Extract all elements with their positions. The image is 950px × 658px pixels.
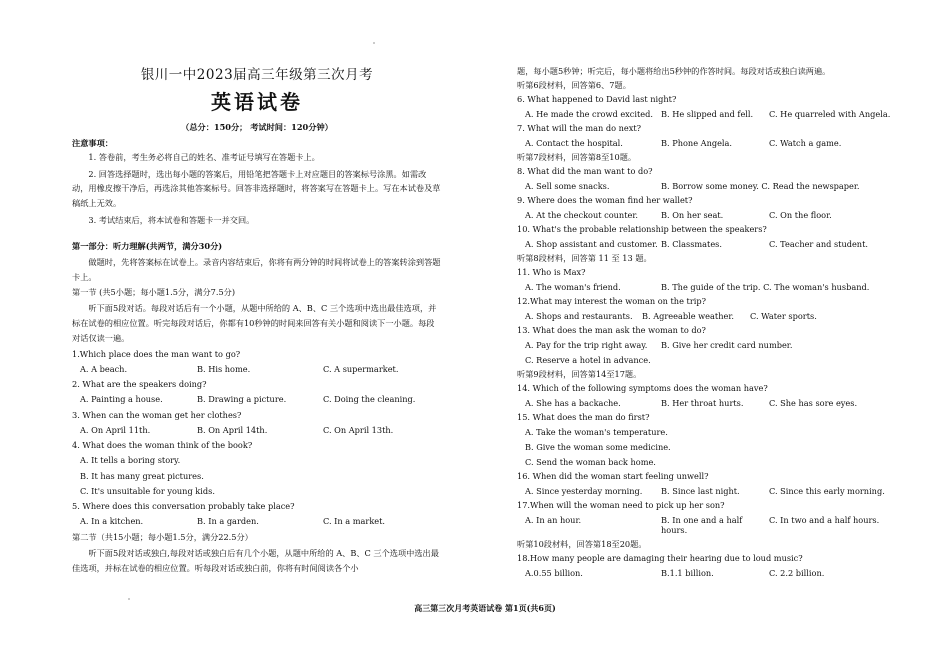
option-b: B. Since last night. bbox=[661, 486, 740, 496]
question-text: 12.What may interest the woman on the trip? bbox=[517, 296, 706, 306]
question-text: 7. What will the man do next? bbox=[517, 123, 642, 133]
option-c: C. He quarreled with Angela. bbox=[769, 109, 891, 119]
question bbox=[72, 349, 442, 375]
notice-item: 1. 答卷前，考生务必将自己的姓名、准考证号填写在答题卡上。 bbox=[88, 152, 320, 163]
question-text: 16. When did the woman start feeling unwell? bbox=[517, 471, 709, 481]
option-a: A. On April 11th. bbox=[80, 424, 151, 435]
question-text: 3. When can the woman get her clothes? bbox=[72, 409, 242, 420]
question-text: 18.How many people are damaging their hearing due to loud music? bbox=[517, 553, 803, 563]
option-a: A. Since yesterday morning. bbox=[525, 486, 643, 496]
notice-item: 3. 考试结束后，将本试卷和答题卡一并交回。 bbox=[88, 214, 255, 225]
option-b: B. Phone Angela. bbox=[661, 138, 733, 148]
section2-intro-cont: 题，每小题5秒钟；听完后，每小题将给出5秒钟的作答时间。每段对话或独白读两遍。 bbox=[517, 66, 831, 76]
question bbox=[72, 440, 442, 496]
option-c: C. In two and a half hours. bbox=[769, 515, 880, 525]
section1-intro: 听下面5段对话。每段对话后有一个小题，从题中所给的 A、B、C 三个选项中选出最佳选项，并标在试卷的相应位置。听完每段对话后，你都有10秒钟的时间来回答有关小题和阅读下一小题。每段对话仅读一遍。 bbox=[72, 303, 437, 343]
question-text: 9. Where does the woman find her wallet? bbox=[517, 195, 693, 205]
option-b: B. On her seat. bbox=[661, 210, 724, 220]
question-text: 8. What did the man want to do? bbox=[517, 166, 653, 176]
option-b: B. Agreeable weather. bbox=[642, 311, 734, 321]
part1-intro: 做题时，先将答案标在试卷上。录音内容结束后，你将有两分钟的时间将试卷上的答案转涂到答题卡上。 bbox=[72, 257, 441, 283]
option-c: C. In a market. bbox=[323, 516, 386, 527]
option-a: A. He made the crowd excited. bbox=[525, 109, 653, 119]
question-text: 2. What are the speakers doing? bbox=[72, 379, 207, 389]
notice-item: 2. 回答选择题时，选出每小题的答案后，用铅笔把答题卡上对应题目的答案标号涂黑。如需改动，用橡皮擦干净后，再选涂其他答案标号。回答非选择题时，将答案写在答题卡上。写在本试卷及草稿纸上无效。 bbox=[72, 168, 441, 209]
scan-dot bbox=[128, 598, 130, 600]
option-c: C. Since this early morning. bbox=[769, 486, 885, 496]
question-text: 10. What's the probable relationship between the speakers? bbox=[517, 224, 767, 234]
material-7: 听第7段材料，回答第8至10题。 bbox=[517, 152, 637, 162]
option-a: A. The woman's friend. bbox=[525, 282, 621, 292]
option-b: B. In a garden. bbox=[197, 516, 259, 527]
option-a: A. Shop assistant and customer. bbox=[525, 239, 658, 249]
option-c: C. Doing the cleaning. bbox=[323, 394, 416, 405]
page-footer: 高三第三次月考英语试卷 第1页(共6页) bbox=[414, 603, 556, 613]
question-text: 15. What does the man do first? bbox=[517, 412, 650, 422]
section1-heading: 第一节 (共5小题；每小题1.5分，满分7.5分) bbox=[72, 286, 236, 297]
notice-heading: 注意事项： bbox=[72, 138, 113, 149]
subject-title: 英语试卷 bbox=[211, 89, 303, 114]
option-a: A. Shops and restaurants. bbox=[525, 311, 633, 321]
option-c: C. On April 13th. bbox=[323, 424, 394, 435]
option-a: A.0.55 billion. bbox=[525, 568, 583, 578]
material-10: 听第10段材料，回答第18至20题。 bbox=[517, 539, 647, 549]
option-c: C. Watch a game. bbox=[769, 138, 842, 148]
question bbox=[72, 410, 442, 436]
option-a: A. In a kitchen. bbox=[80, 516, 144, 527]
material-8: 听第8段材料，回答第 11 至 13 题。 bbox=[517, 253, 652, 263]
question bbox=[72, 501, 442, 527]
exam-meta: （总分：150分； 考试时间：120分钟） bbox=[181, 121, 333, 132]
question-text: 11. Who is Max? bbox=[517, 267, 586, 277]
option-a: A. Contact the hospital. bbox=[525, 138, 623, 148]
option-c: C. Water sports. bbox=[750, 311, 817, 321]
option-c: C. 2.2 billion. bbox=[769, 568, 825, 578]
question-text: 17.When will the woman need to pick up her son? bbox=[517, 500, 725, 510]
question bbox=[72, 379, 442, 405]
scan-dot bbox=[373, 42, 375, 44]
option-bc: B. The guide of the trip. C. The woman's husband. bbox=[661, 282, 870, 292]
right-column bbox=[517, 66, 897, 578]
option-b: B. It has many great pictures. bbox=[80, 470, 204, 481]
option-b: B. Her throat hurts. bbox=[661, 398, 744, 408]
option-b: B. Classmates. bbox=[661, 239, 722, 249]
option-b: B. Drawing a picture. bbox=[197, 394, 287, 405]
option-b: B. He slipped and fell. bbox=[661, 109, 754, 119]
option-b: B.1.1 billion. bbox=[661, 568, 714, 578]
left-column bbox=[72, 63, 442, 575]
option-c: C. A supermarket. bbox=[323, 363, 399, 374]
option-a: A. In an hour. bbox=[525, 515, 582, 525]
option-c: C. On the floor. bbox=[769, 210, 832, 220]
material-6: 听第6段材料，回答第6、7题。 bbox=[517, 80, 631, 90]
option-c: C. She has sore eyes. bbox=[769, 398, 858, 408]
option-a: A. Take the woman's temperature. bbox=[525, 427, 668, 437]
section2-heading: 第二节（共15小题；每小题1.5分，满分22.5分） bbox=[72, 531, 253, 542]
option-b: B. In one and a half hours. bbox=[661, 515, 743, 535]
option-a: A. Pay for the trip right away. bbox=[525, 340, 648, 350]
option-c: C. Reserve a hotel in advance. bbox=[525, 355, 651, 365]
question-text: 14. Which of the following symptoms does the woman have? bbox=[517, 383, 768, 393]
option-b: B. His home. bbox=[197, 363, 251, 374]
option-b: B. On April 14th. bbox=[197, 424, 268, 435]
question-text: 5. Where does this conversation probably take place? bbox=[72, 501, 295, 511]
question-text: 1.Which place does the man want to go? bbox=[72, 348, 241, 359]
option-c: C. Teacher and student. bbox=[769, 239, 868, 249]
option-a: A. Painting a house. bbox=[80, 394, 163, 405]
part1-heading: 第一部分：听力理解(共两节，满分30分) bbox=[72, 241, 223, 252]
question-text: 4. What does the woman think of the book? bbox=[72, 440, 253, 450]
option-a: A. She has a backache. bbox=[525, 398, 621, 408]
option-a: A. It tells a boring story. bbox=[80, 455, 181, 466]
option-a: A. Sell some snacks. bbox=[525, 181, 610, 191]
option-a: A. A beach. bbox=[80, 363, 128, 374]
option-a: A. At the checkout counter. bbox=[525, 210, 638, 220]
option-bc: B. Borrow some money. C. Read the newspaper. bbox=[661, 181, 860, 191]
question-text: 6. What happened to David last night? bbox=[517, 94, 677, 104]
option-c: C. It's unsuitable for young kids. bbox=[80, 485, 215, 496]
section2-intro: 听下面5段对话或独白,每段对话或独白后有几个小题，从题中所给的 A、B、C 三个选项中选出最佳选项，并标在试卷的相应位置。听每段对话或独白前，你将有时间阅读各个小 bbox=[72, 547, 439, 573]
school-title: 银川一中2023届高三年级第三次月考 bbox=[140, 67, 374, 83]
option-b: B. Give her credit card number. bbox=[661, 340, 793, 350]
material-9: 听第9段材料，回答第14至17题。 bbox=[517, 369, 642, 379]
option-b: B. Give the woman some medicine. bbox=[525, 442, 671, 452]
question-text: 13. What does the man ask the woman to do? bbox=[517, 325, 706, 335]
option-c: C. Send the woman back home. bbox=[525, 457, 656, 467]
